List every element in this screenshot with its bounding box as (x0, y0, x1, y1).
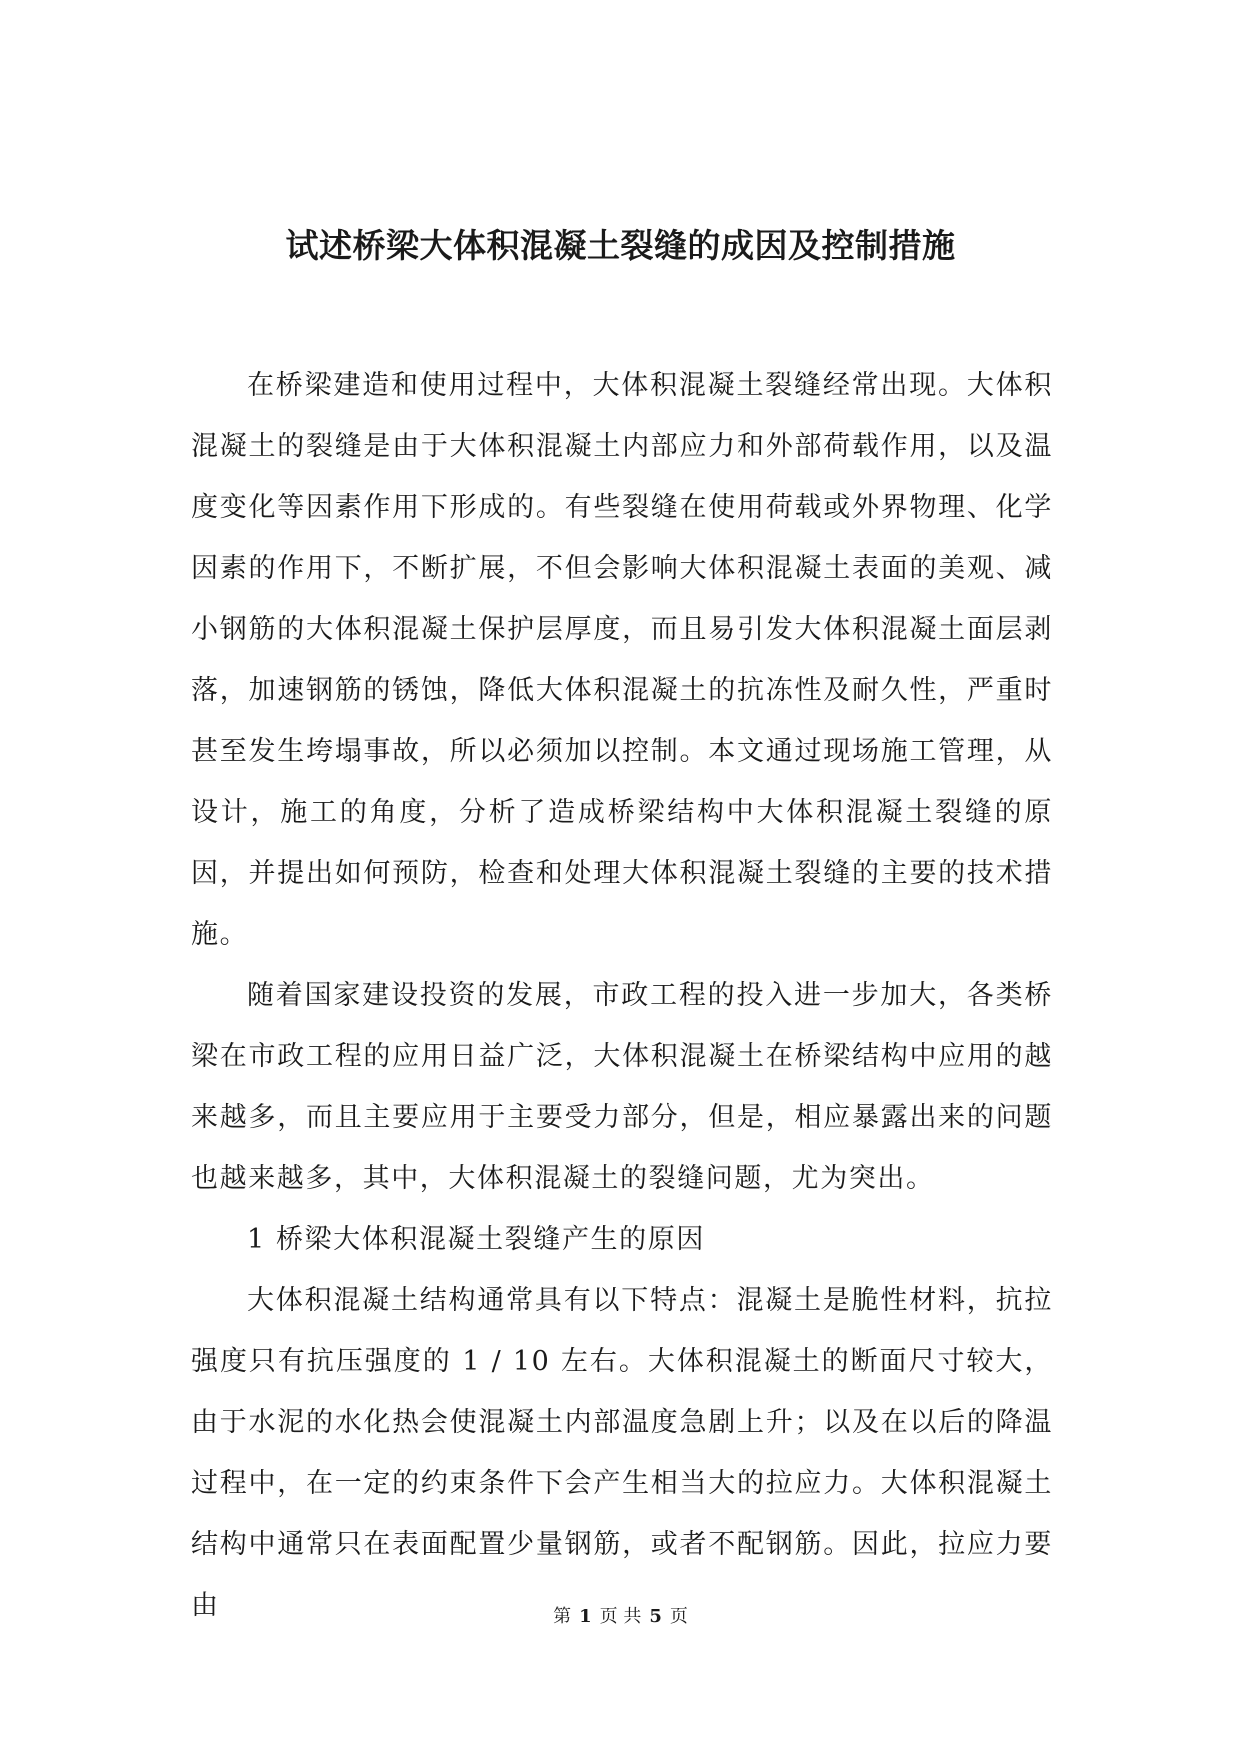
footer-middle: 页 共 (599, 1606, 642, 1627)
document-body (191, 355, 1053, 1636)
paragraph-background: 随着国家建设投资的发展，市政工程的投入进一步加大，各类桥梁在市政工程的应用日益广泛，大体积混凝土在桥梁结构中应用的越来越多，而且主要应用于主要受力部分，但是，相应暴露出来的问题也越来越多，其中，大体积混凝土的裂缝问题，尤为突出。 (191, 980, 1053, 1194)
current-page-number: 1 (579, 1606, 592, 1627)
paragraph-intro: 在桥梁建造和使用过程中，大体积混凝土裂缝经常出现。大体积混凝土的裂缝是由于大体积混凝土内部应力和外部荷载作用，以及温度变化等因素作用下形成的。有些裂缝在使用荷载或外界物理、化学因素的作用下，不断扩展，不但会影响大体积混凝土表面的美观、减小钢筋的大体积混凝土保护层厚度，而且易引发大体积混凝土面层剥落，加速钢筋的锈蚀，降低大体积混凝土的抗冻性及耐久性，严重时甚至发生垮塌事故，所以必须加以控制。本文通过现场施工管理，从设计，施工的角度，分析了造成桥梁结构中大体积混凝土裂缝的原因，并提出如何预防，检查和处理大体积混凝土裂缝的主要的技术措施。 (191, 370, 1053, 950)
total-page-count: 5 (649, 1606, 662, 1627)
page-footer (0, 1605, 1241, 1629)
paragraph-characteristics: 大体积混凝土结构通常具有以下特点：混凝土是脆性材料，抗拉强度只有抗压强度的 1 / 10 左右。大体积混凝土的断面尺寸较大，由于水泥的水化热会使混凝土内部温度急剧上升；以及在以后的降温过程中，在一定的约束条件下会产生相当大的拉应力。大体积混凝土结构中通常只在表面配置少量钢筋，或者不配钢筋。因此，拉应力要由 (191, 1285, 1053, 1621)
footer-prefix: 第 (553, 1606, 572, 1627)
document-title: 试述桥梁大体积混凝土裂缝的成因及控制措施 (285, 226, 956, 265)
section-heading-1: 1 桥梁大体积混凝土裂缝产生的原因 (247, 1224, 705, 1255)
footer-suffix: 页 (669, 1606, 688, 1627)
